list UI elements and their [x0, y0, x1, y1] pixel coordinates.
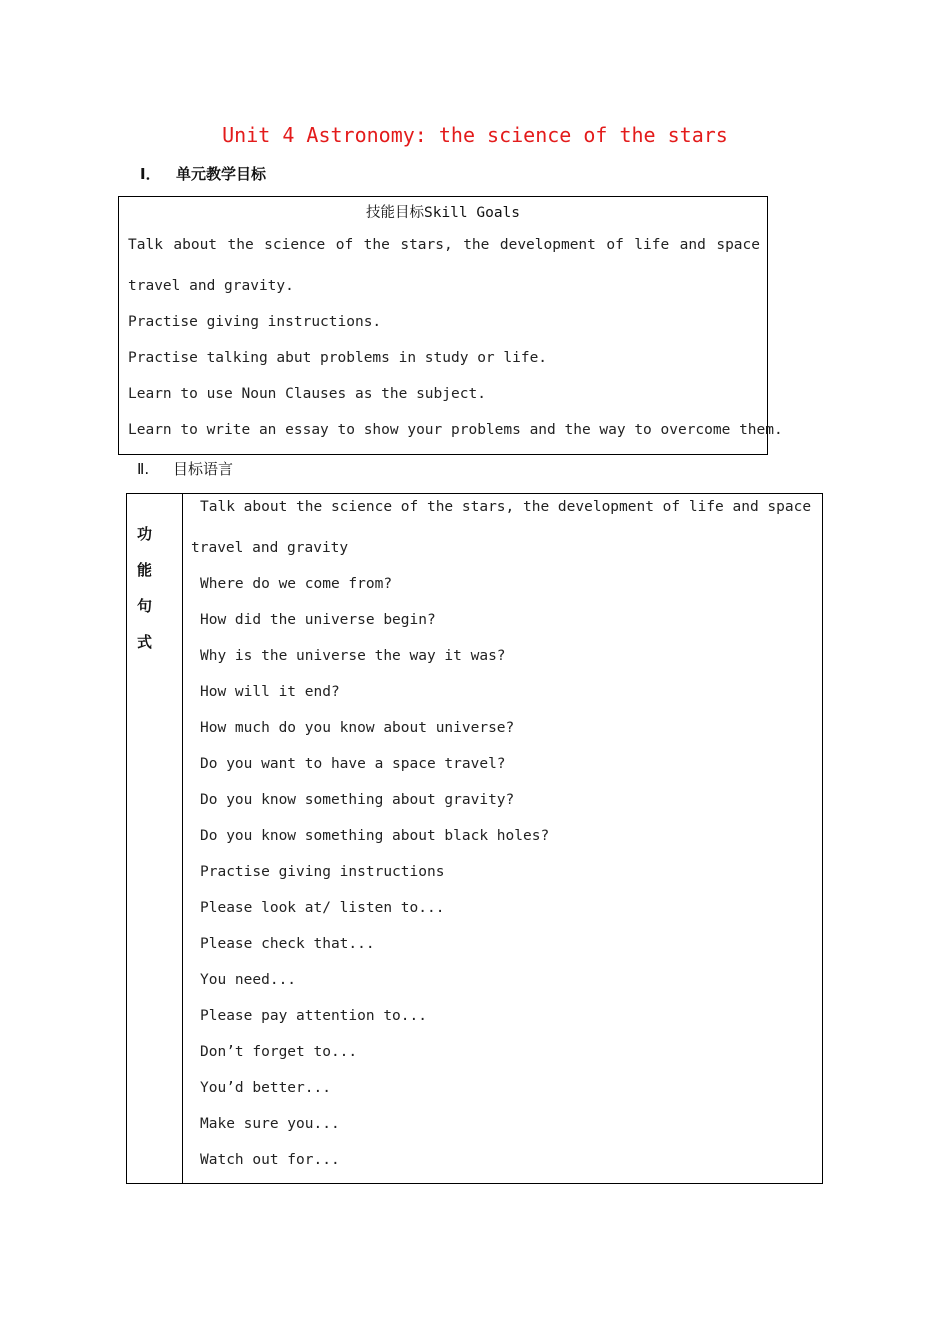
language-item: Practise giving instructions	[200, 864, 445, 880]
skill-goals-heading-en: Skill Goals	[423, 205, 521, 221]
section-1-number: Ⅰ．	[140, 165, 161, 183]
section-1-heading	[140, 163, 266, 184]
side-label-char: 功	[137, 525, 153, 543]
target-language-table	[126, 493, 823, 1184]
skill-goal-line-1-cont: travel and gravity.	[128, 278, 294, 294]
skill-goals-heading	[119, 201, 767, 222]
language-item: Do you know something about gravity?	[200, 792, 515, 808]
section-1-label: 单元教学目标	[176, 165, 267, 183]
document-title: Unit 4 Astronomy: the science of the stars	[222, 123, 728, 147]
language-item: Where do we come from?	[200, 576, 393, 592]
side-label-char: 能	[137, 561, 153, 579]
language-item: You’d better...	[200, 1080, 331, 1096]
language-line-1-cont: travel and gravity	[191, 540, 349, 556]
language-item: Do you know something about black holes?	[200, 828, 550, 844]
section-2-number: Ⅱ.	[137, 460, 150, 478]
skill-goal-item: Practise talking abut problems in study or life.	[128, 350, 548, 366]
language-item: How did the universe begin?	[200, 612, 436, 628]
language-item: Make sure you...	[200, 1116, 340, 1132]
language-item: Please look at/ listen to...	[200, 900, 445, 916]
skill-goals-box	[118, 196, 783, 455]
skill-goal-item: Practise giving instructions.	[128, 314, 382, 330]
language-item: How will it end?	[200, 684, 340, 700]
language-item: You need...	[200, 972, 297, 988]
skill-goal-line-1: Talk about the science of the stars, the development of life and space	[128, 237, 760, 253]
section-2-label: 目标语言	[173, 460, 234, 478]
section-2-heading	[137, 458, 233, 479]
language-line-1: Talk about the science of the stars, the development of life and space	[200, 499, 812, 515]
skill-goal-item: Learn to use Noun Clauses as the subject.	[128, 386, 486, 402]
skill-goal-item: Learn to write an essay to show your problems and the way to overcome them.	[128, 422, 783, 438]
side-label-char: 式	[137, 633, 153, 651]
column-divider	[182, 494, 183, 1183]
side-label-char: 句	[137, 597, 153, 615]
skill-goals-heading-cn: 技能目标	[365, 205, 424, 221]
language-item: Please check that...	[200, 936, 375, 952]
language-item: Please pay attention to...	[200, 1008, 427, 1024]
language-item: Don’t forget to...	[200, 1044, 358, 1060]
language-item: Watch out for...	[200, 1152, 340, 1168]
language-item: Why is the universe the way it was?	[200, 648, 506, 664]
language-item: How much do you know about universe?	[200, 720, 515, 736]
language-item: Do you want to have a space travel?	[200, 756, 506, 772]
